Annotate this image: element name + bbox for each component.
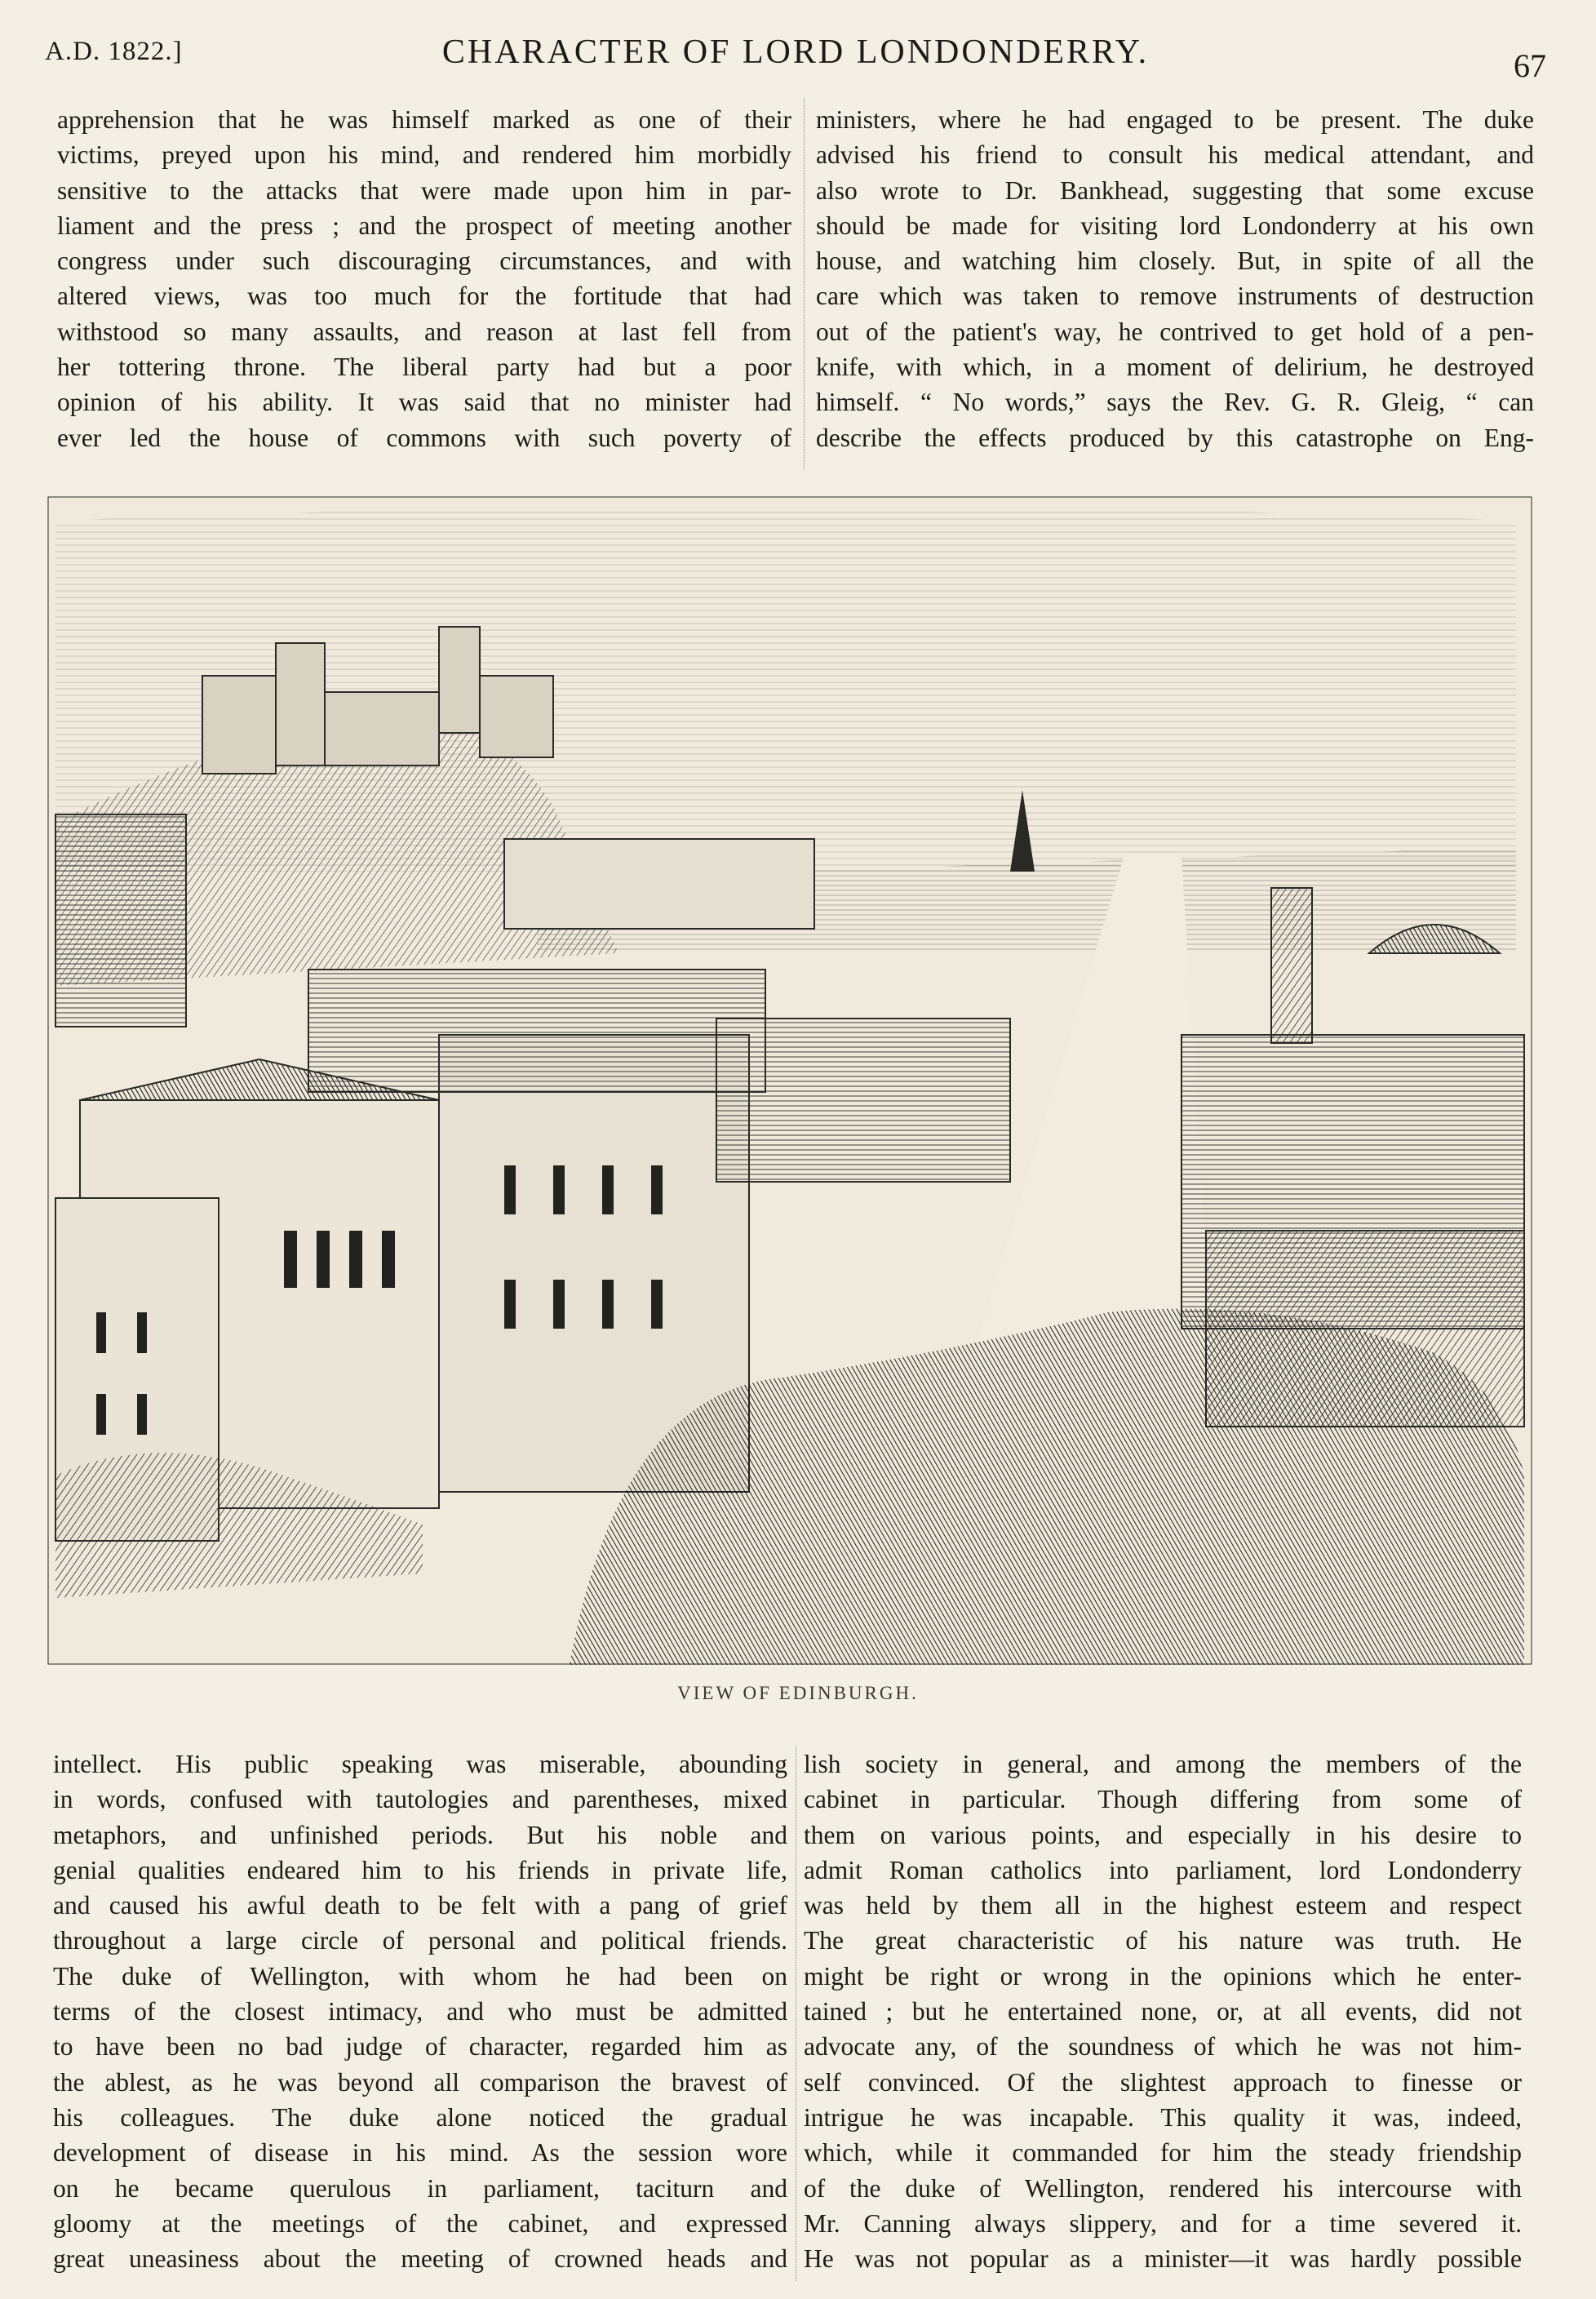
page-header [45, 29, 1546, 84]
text-line: care which was taken to remove instruments of destruction [816, 282, 1534, 311]
text-line: to have been no bad judge of character, regarded him as [53, 2032, 787, 2062]
text-line: of the duke of Wellington, rendered his intercourse with [804, 2173, 1522, 2203]
text-line: knife, with which, in a moment of delirium, he destroyed [816, 353, 1534, 382]
column-rule-top [804, 98, 805, 469]
text-line: Mr. Canning always slippery, and for a time severed it. [804, 2208, 1522, 2238]
running-title: CHARACTER OF LORD LONDONDERRY. [441, 33, 1150, 71]
text-line: lish society in general, and among the members of the [804, 1750, 1522, 1778]
text-line: also wrote to Dr. Bankhead, suggesting that some excuse [816, 175, 1534, 205]
text-line: on he became querulous in parliament, taciturn and [53, 2173, 787, 2203]
text-line: The duke of Wellington, with whom he had been on [53, 1961, 787, 1991]
text-line: gloomy at the meetings of the cabinet, and expressed [53, 2208, 787, 2238]
text-line: ever led the house of commons with such poverty of [57, 423, 791, 452]
text-line: intrigue he was incapable. This quality it was, indeed, [804, 2102, 1522, 2132]
text-line: should be made for visiting lord Londonderry at his own [816, 211, 1534, 240]
text-line: genial qualities endeared him to his friends in private life, [53, 1855, 787, 1884]
top-right-column [816, 102, 1534, 455]
text-line: cabinet in particular. Though differing from some of [804, 1785, 1522, 1814]
text-line: altered views, was too much for the fortitude that had [57, 282, 791, 311]
text-line: describe the effects produced by this catastrophe on Eng- [816, 423, 1534, 452]
text-line: himself. “ No words,” says the Rev. G. R. Gleig, “ can [816, 388, 1534, 417]
text-line: congress under such discouraging circumstances, and with [57, 246, 791, 276]
text-line: admit Roman catholics into parliament, lord Londonderry [804, 1855, 1522, 1884]
text-line: them on various points, and especially in his desire to [804, 1820, 1522, 1849]
text-line: advocate any, of the soundness of which he was not him- [804, 2032, 1522, 2062]
text-line: intellect. His public speaking was miserable, abounding [53, 1750, 787, 1778]
text-line: house, and watching him closely. But, in spite of all the [816, 246, 1534, 276]
bottom-left-column [53, 1746, 787, 2276]
text-line: throughout a large circle of personal and political friends. [53, 1926, 787, 1955]
text-line: apprehension that he was himself marked as one of their [57, 105, 791, 134]
text-line: was held by them all in the highest esteem and respect [804, 1891, 1522, 1920]
text-line: The great characteristic of his nature was truth. He [804, 1926, 1522, 1955]
text-line: ministers, where he had engaged to be present. The duke [816, 105, 1534, 134]
text-line: sensitive to the attacks that were made upon him in par- [57, 175, 791, 205]
text-line: terms of the closest intimacy, and who must be admitted [53, 1997, 787, 2026]
text-line: advised his friend to consult his medical attendant, and [816, 140, 1534, 170]
bottom-right-column [804, 1746, 1522, 2276]
text-line: great uneasiness about the meeting of crowned heads and [53, 2244, 787, 2274]
text-line: which, while it commanded for him the steady friendship [804, 2138, 1522, 2168]
text-line: his colleagues. The duke alone noticed the gradual [53, 2102, 787, 2132]
top-left-column [57, 102, 791, 455]
text-line: metaphors, and unfinished periods. But his noble and [53, 1820, 787, 1849]
page-number: 67 [1514, 47, 1546, 84]
text-line: her tottering throne. The liberal party had but a poor [57, 353, 791, 382]
text-line: tained ; but he entertained none, or, at all events, did not [804, 1997, 1522, 2026]
header-year: A.D. 1822.] [45, 37, 183, 66]
edinburgh-engraving [47, 496, 1532, 1665]
text-line: liament and the press ; and the prospect of meeting another [57, 211, 791, 240]
text-line: self convinced. Of the slightest approach to finesse or [804, 2067, 1522, 2097]
text-line: in words, confused with tautologies and parentheses, mixed [53, 1785, 787, 1814]
text-line: withstood so many assaults, and reason at last fell from [57, 317, 791, 346]
illustration-caption: VIEW OF EDINBURGH. [677, 1683, 919, 1703]
text-line: development of disease in his mind. As the session wore [53, 2138, 787, 2168]
text-line: and caused his awful death to be felt with a pang of grief [53, 1891, 787, 1920]
text-line: He was not popular as a minister—it was hardly possible [804, 2244, 1522, 2274]
text-line: might be right or wrong in the opinions which he enter- [804, 1961, 1522, 1991]
text-line: out of the patient's way, he contrived to get hold of a pen- [816, 317, 1534, 346]
text-line: the ablest, as he was beyond all comparison the bravest of [53, 2067, 787, 2097]
text-line: victims, preyed upon his mind, and rendered him morbidly [57, 140, 791, 170]
text-line: opinion of his ability. It was said that no minister had [57, 388, 791, 417]
